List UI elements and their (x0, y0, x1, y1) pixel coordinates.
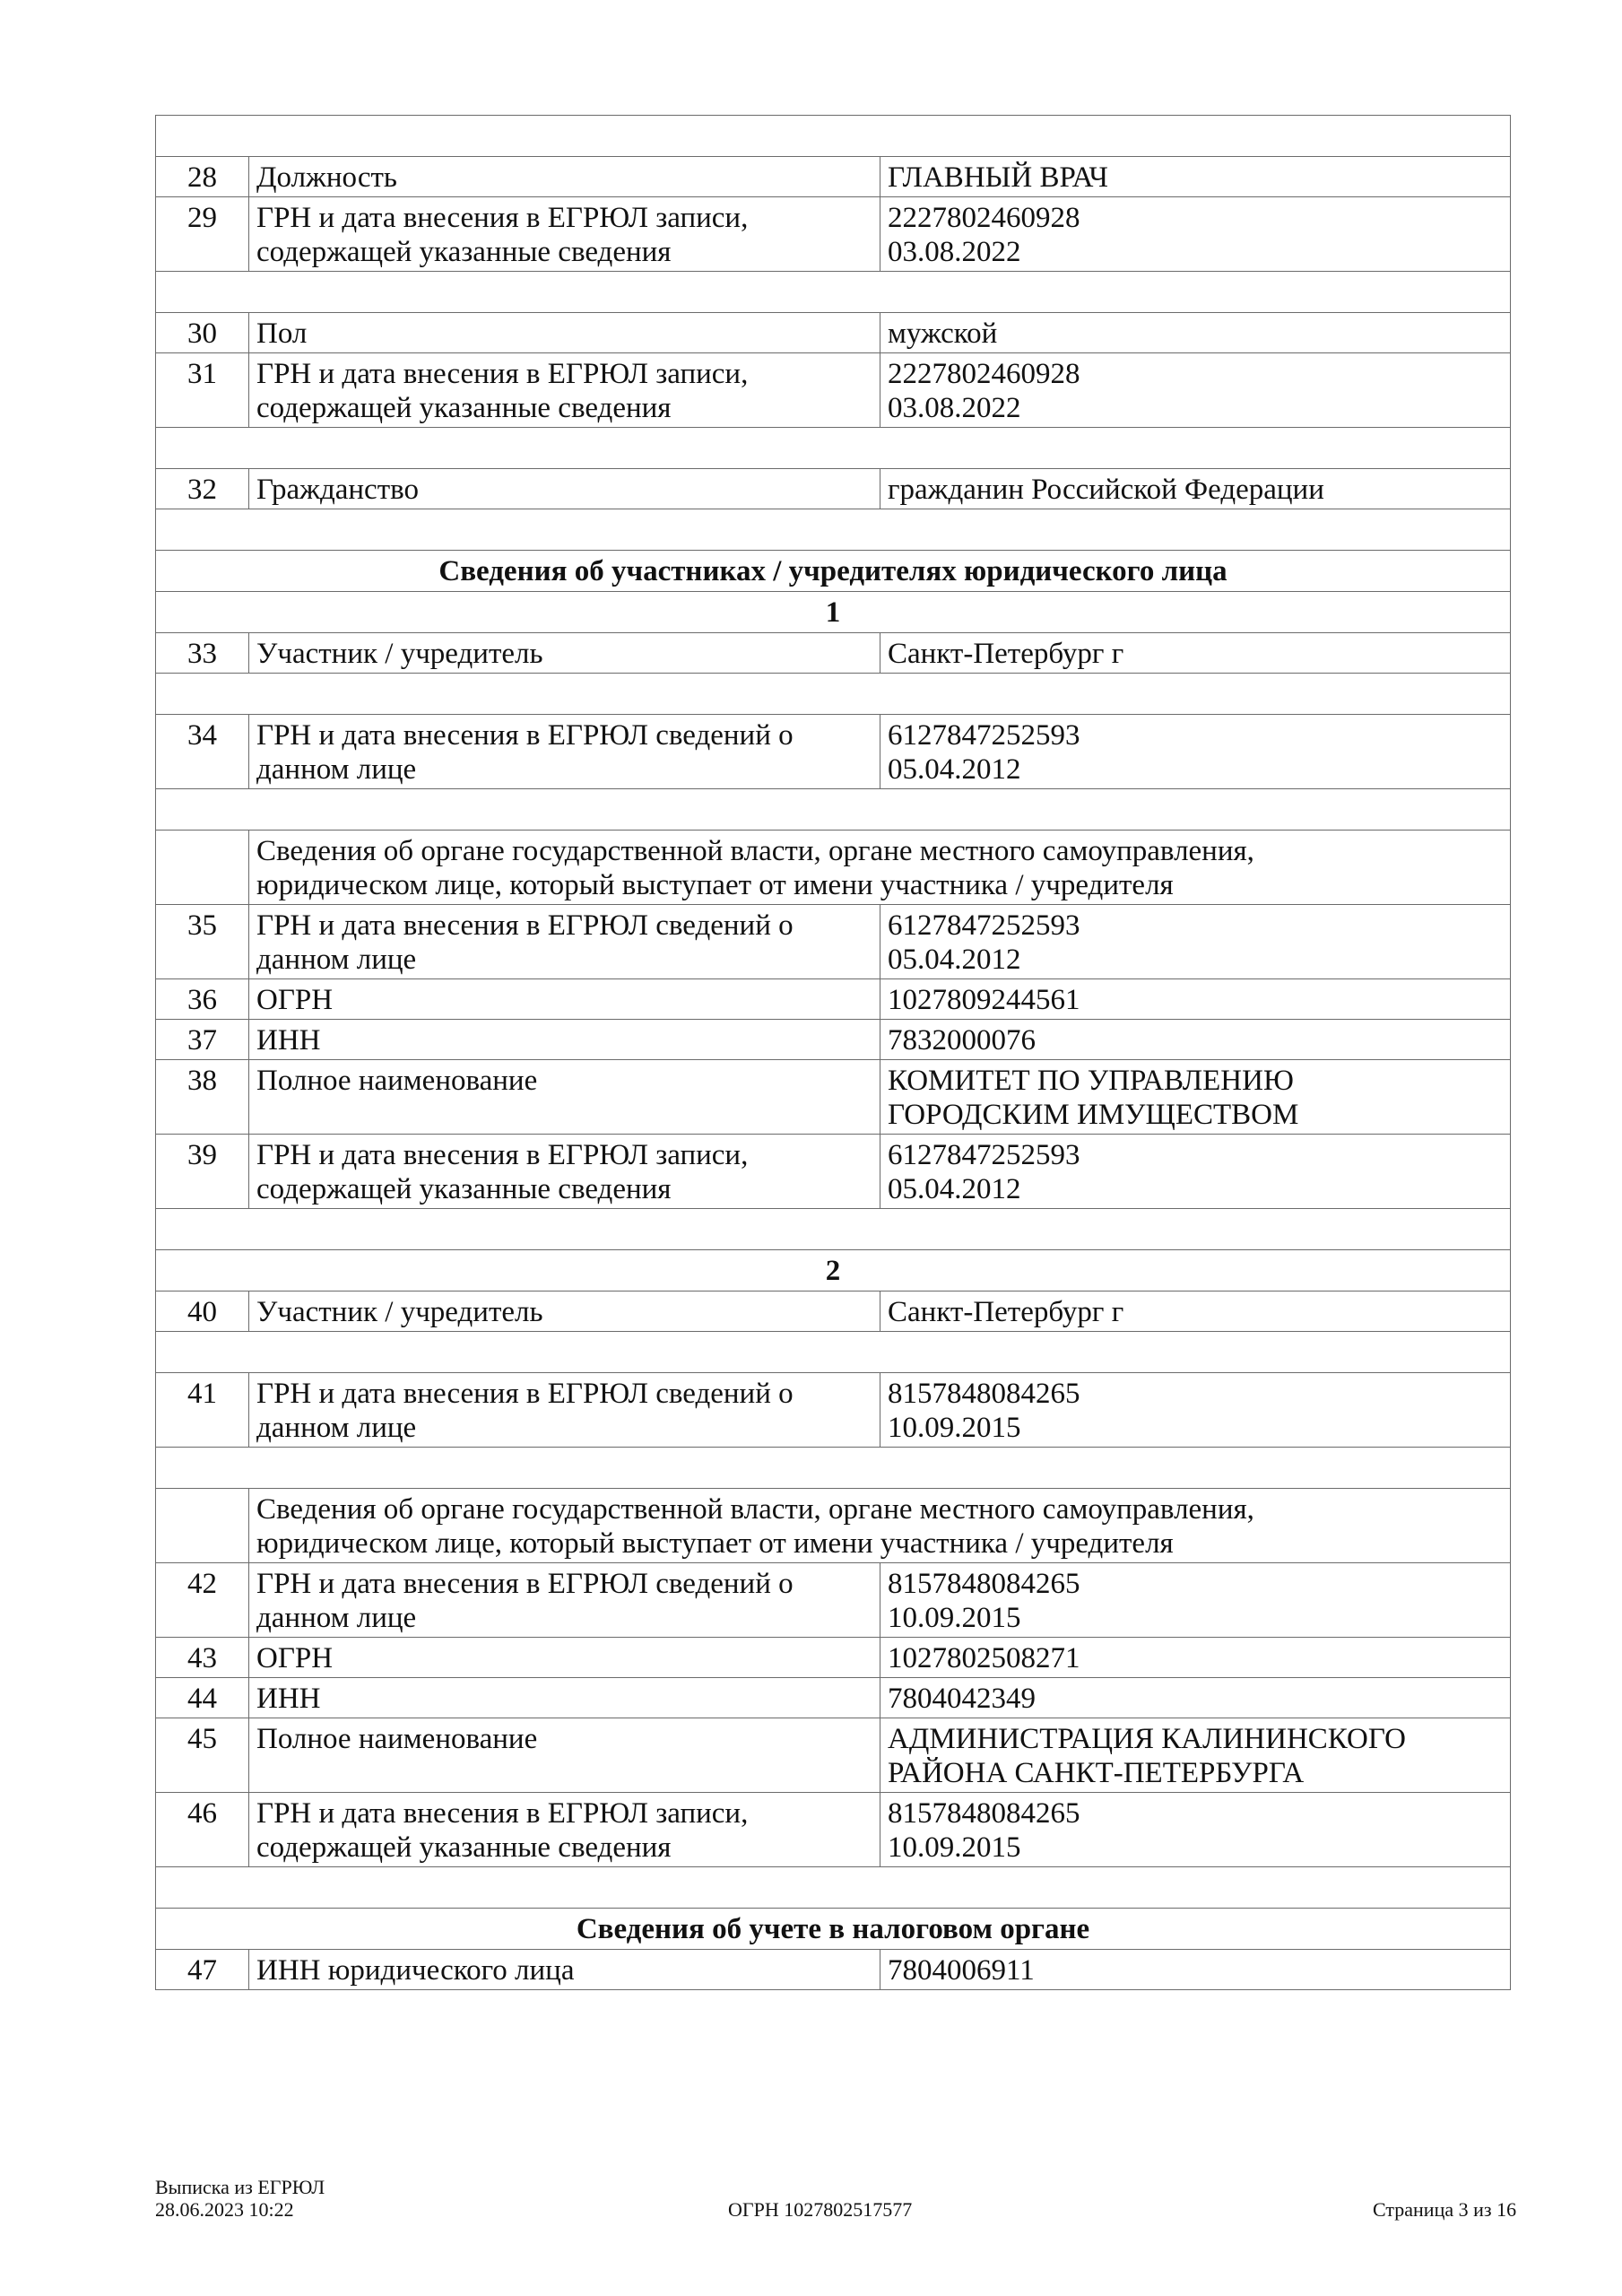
row-number: 47 (156, 1950, 249, 1990)
empty-cell (156, 674, 1511, 715)
row-number: 29 (156, 197, 249, 272)
field-label: Должность (249, 157, 880, 197)
field-value: Санкт-Петербург г (880, 1292, 1511, 1332)
separator-row (156, 1209, 1511, 1250)
row-number: 31 (156, 353, 249, 428)
field-value: 2227802460928 03.08.2022 (880, 353, 1511, 428)
field-value: КОМИТЕТ ПО УПРАВЛЕНИЮ ГОРОДСКИМ ИМУЩЕСТВОМ (880, 1060, 1511, 1135)
field-value: 7832000076 (880, 1020, 1511, 1060)
empty-cell (156, 1209, 1511, 1250)
row-number: 36 (156, 979, 249, 1020)
separator-row (156, 1867, 1511, 1909)
row-number: 42 (156, 1563, 249, 1638)
field-label: ГРН и дата внесения в ЕГРЮЛ записи, содержащей указанные сведения (249, 197, 880, 272)
empty-cell (156, 1448, 1511, 1489)
field-value: 7804006911 (880, 1950, 1511, 1990)
section-header-row (156, 592, 1511, 633)
row-number: 37 (156, 1020, 249, 1060)
separator-row (156, 674, 1511, 715)
row-number: 32 (156, 469, 249, 509)
field-value: Санкт-Петербург г (880, 633, 1511, 674)
field-label: Участник / учредитель (249, 1292, 880, 1332)
record-row (156, 1135, 1511, 1209)
record-row (156, 353, 1511, 428)
empty-cell (156, 116, 1511, 157)
record-row (156, 1718, 1511, 1793)
row-number: 28 (156, 157, 249, 197)
subsection-note: Сведения об органе государственной власти, органе местного самоуправления, юридическом лице, который выступает от имени участника / учредителя (249, 831, 1511, 905)
field-label: ОГРН (249, 1638, 880, 1678)
egrul-extract-body (156, 116, 1511, 1990)
row-number: 38 (156, 1060, 249, 1135)
record-row (156, 1060, 1511, 1135)
field-label: ГРН и дата внесения в ЕГРЮЛ сведений о данном лице (249, 1563, 880, 1638)
row-number: 30 (156, 313, 249, 353)
footer-page-number: Страница 3 из 16 (1373, 2198, 1517, 2221)
record-row (156, 1563, 1511, 1638)
field-label: Полное наименование (249, 1060, 880, 1135)
field-label: ОГРН (249, 979, 880, 1020)
subsection-note: Сведения об органе государственной власти, органе местного самоуправления, юридическом лице, который выступает от имени участника / учредителя (249, 1489, 1511, 1563)
row-number: 35 (156, 905, 249, 979)
field-value: мужской (880, 313, 1511, 353)
empty-cell (156, 789, 1511, 831)
row-number: 44 (156, 1678, 249, 1718)
section-header-row (156, 551, 1511, 592)
empty-cell (156, 509, 1511, 551)
field-label: ИНН (249, 1020, 880, 1060)
record-row (156, 313, 1511, 353)
separator-row (156, 1448, 1511, 1489)
section-header: Сведения об учете в налоговом органе (156, 1909, 1511, 1950)
egrul-extract-table (155, 115, 1511, 1990)
section-header-row (156, 1909, 1511, 1950)
field-label: ГРН и дата внесения в ЕГРЮЛ записи, содержащей указанные сведения (249, 1793, 880, 1867)
record-row (156, 1373, 1511, 1448)
row-number: 45 (156, 1718, 249, 1793)
empty-cell (156, 1867, 1511, 1909)
row-number: 40 (156, 1292, 249, 1332)
field-value: 1027802508271 (880, 1638, 1511, 1678)
field-label: ГРН и дата внесения в ЕГРЮЛ сведений о данном лице (249, 715, 880, 789)
field-value: 6127847252593 05.04.2012 (880, 1135, 1511, 1209)
section-header: Сведения об участниках / учредителях юридического лица (156, 551, 1511, 592)
record-row (156, 1020, 1511, 1060)
record-row (156, 1678, 1511, 1718)
record-row (156, 1638, 1511, 1678)
field-label: ГРН и дата внесения в ЕГРЮЛ записи, содержащей указанные сведения (249, 353, 880, 428)
row-number: 41 (156, 1373, 249, 1448)
record-row (156, 905, 1511, 979)
field-label: Участник / учредитель (249, 633, 880, 674)
field-value: 8157848084265 10.09.2015 (880, 1373, 1511, 1448)
footer-doc-title: Выписка из ЕГРЮЛ (155, 2176, 325, 2198)
subsection-note-row (156, 1489, 1511, 1563)
field-value: 1027809244561 (880, 979, 1511, 1020)
field-label: ГРН и дата внесения в ЕГРЮЛ сведений о данном лице (249, 905, 880, 979)
record-row (156, 979, 1511, 1020)
record-row (156, 1793, 1511, 1867)
empty-cell (156, 1332, 1511, 1373)
field-label: ГРН и дата внесения в ЕГРЮЛ записи, содержащей указанные сведения (249, 1135, 880, 1209)
field-label: Полное наименование (249, 1718, 880, 1793)
section-header: 1 (156, 592, 1511, 633)
row-number: 33 (156, 633, 249, 674)
separator-row (156, 789, 1511, 831)
field-value: гражданин Российской Федерации (880, 469, 1511, 509)
record-row (156, 1292, 1511, 1332)
record-row (156, 1950, 1511, 1990)
field-value: 6127847252593 05.04.2012 (880, 715, 1511, 789)
subsection-note-row (156, 831, 1511, 905)
record-row (156, 715, 1511, 789)
field-value: 8157848084265 10.09.2015 (880, 1793, 1511, 1867)
field-value: 7804042349 (880, 1678, 1511, 1718)
separator-row (156, 116, 1511, 157)
field-label: Пол (249, 313, 880, 353)
field-value: 8157848084265 10.09.2015 (880, 1563, 1511, 1638)
empty-number-cell (156, 831, 249, 905)
row-number: 39 (156, 1135, 249, 1209)
section-header: 2 (156, 1250, 1511, 1292)
record-row (156, 197, 1511, 272)
field-value: 2227802460928 03.08.2022 (880, 197, 1511, 272)
separator-row (156, 272, 1511, 313)
footer-datetime: 28.06.2023 10:22 (155, 2198, 294, 2221)
footer-ogrn: ОГРН 1027802517577 (728, 2198, 913, 2221)
record-row (156, 157, 1511, 197)
row-number: 43 (156, 1638, 249, 1678)
row-number: 46 (156, 1793, 249, 1867)
empty-number-cell (156, 1489, 249, 1563)
footer-left (155, 2176, 325, 2221)
row-number: 34 (156, 715, 249, 789)
empty-cell (156, 272, 1511, 313)
section-header-row (156, 1250, 1511, 1292)
field-label: ГРН и дата внесения в ЕГРЮЛ сведений о данном лице (249, 1373, 880, 1448)
record-row (156, 633, 1511, 674)
field-value: ГЛАВНЫЙ ВРАЧ (880, 157, 1511, 197)
separator-row (156, 509, 1511, 551)
record-row (156, 469, 1511, 509)
field-value: АДМИНИСТРАЦИЯ КАЛИНИНСКОГО РАЙОНА САНКТ-ПЕТЕРБУРГА (880, 1718, 1511, 1793)
separator-row (156, 1332, 1511, 1373)
field-label: Гражданство (249, 469, 880, 509)
field-label: ИНН (249, 1678, 880, 1718)
field-value: 6127847252593 05.04.2012 (880, 905, 1511, 979)
field-label: ИНН юридического лица (249, 1950, 880, 1990)
separator-row (156, 428, 1511, 469)
empty-cell (156, 428, 1511, 469)
